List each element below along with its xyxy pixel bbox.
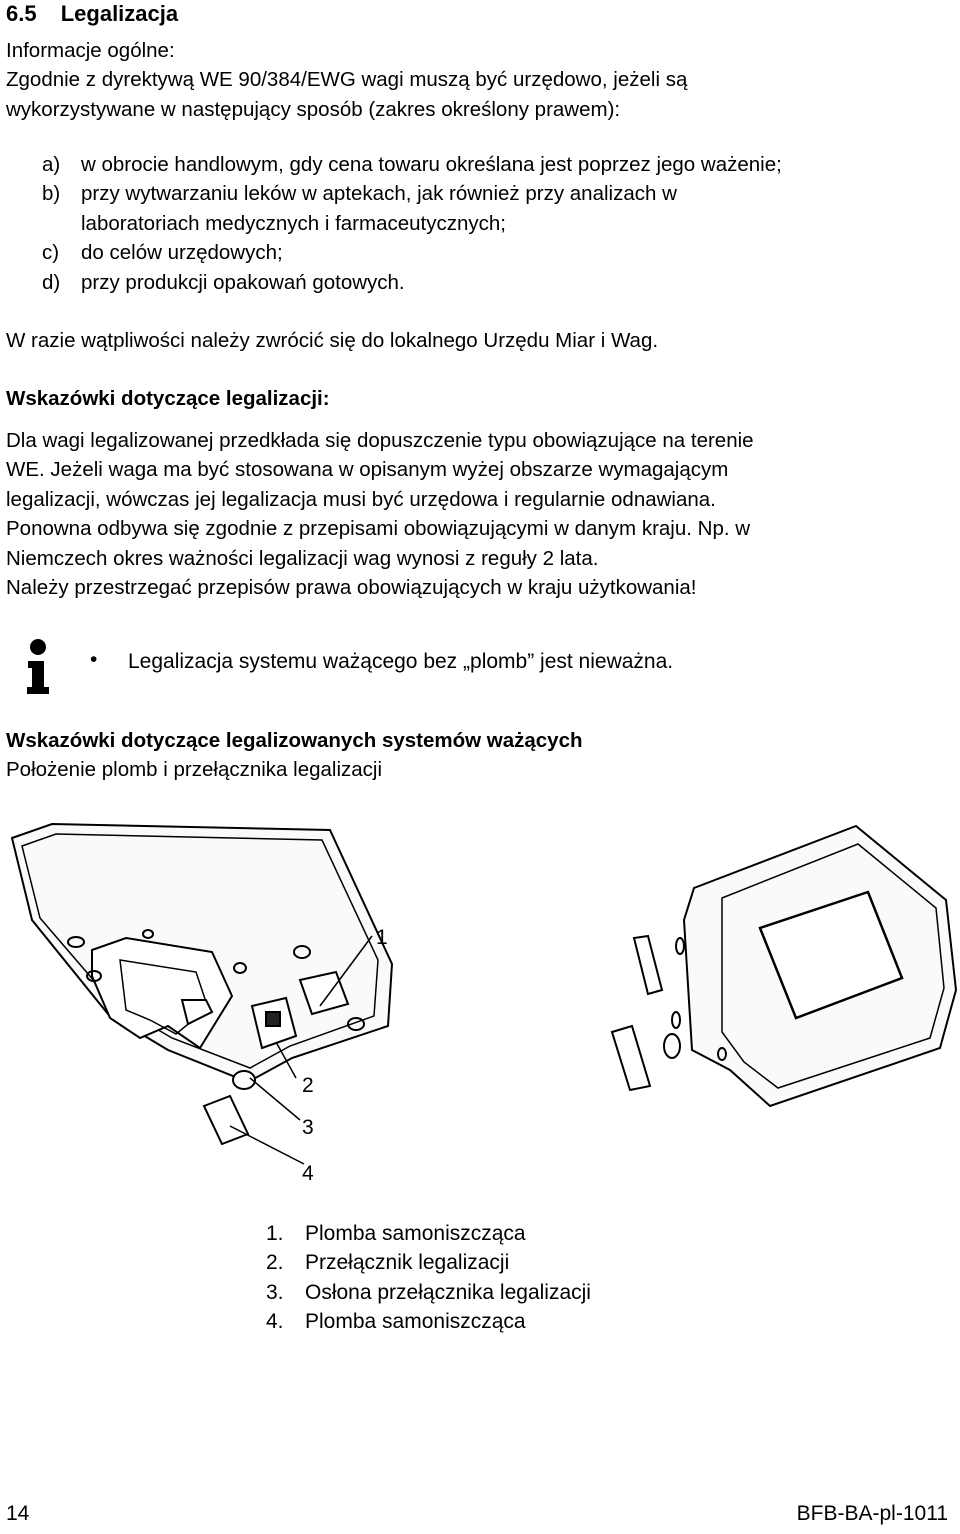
side-cover-seal-shape: [612, 1026, 650, 1090]
general-heading: Informacje ogólne:: [6, 39, 175, 62]
list-item: [42, 150, 952, 179]
intro-line-2: wykorzystywane w następujący sposób (zakres określony prawem):: [6, 97, 621, 121]
legend-item: [266, 1281, 866, 1310]
intro-line-1: Zgodnie z dyrektywą WE 90/384/EWG wagi muszą być urzędowo, jeżeli są: [6, 68, 688, 92]
list-item: [42, 238, 952, 267]
list-text: laboratoriach medycznych i farmaceutycznych;: [81, 211, 506, 235]
legend: [266, 1222, 866, 1339]
callout-4: 4: [302, 1162, 314, 1185]
section-heading: [6, 1, 178, 27]
usage-list: [42, 150, 952, 297]
list-label: c): [42, 241, 60, 265]
seal-sticker-shape: [204, 1096, 248, 1144]
legend-text: Plomba samoniszcząca: [305, 1222, 526, 1245]
list-label: a): [42, 153, 61, 176]
document-code: BFB-BA-pl-1011: [796, 1502, 948, 1525]
legend-number: 4.: [266, 1309, 284, 1333]
callout-2: 2: [302, 1074, 314, 1097]
list-label: b): [42, 182, 61, 206]
legend-text: Przełącznik legalizacji: [305, 1251, 510, 1275]
side-switch-cover-shape: [664, 1034, 680, 1058]
section-number: 6.5: [6, 1, 37, 26]
section-title: Legalizacja: [60, 1, 179, 26]
list-item: [42, 268, 952, 297]
legend-item: [266, 1222, 866, 1251]
guidelines-line: legalizacji, wówczas jej legalizacja musi być urzędowa i regularnie odnawiana.: [6, 487, 716, 511]
info-bullet: •: [90, 648, 98, 671]
list-label: d): [42, 270, 61, 294]
page-number: 14: [6, 1502, 30, 1525]
legend-number: 3.: [266, 1280, 284, 1304]
list-text: do celów urzędowych;: [81, 241, 283, 265]
side-seal-shape: [634, 936, 662, 994]
legend-item: [266, 1251, 866, 1280]
general-info: [6, 36, 951, 124]
list-item: [42, 179, 952, 238]
systems-subheading: Położenie plomb i przełącznika legalizacji: [6, 758, 383, 782]
guidelines-line: Niemczech okres ważności legalizacji wag wynosi z reguły 2 lata.: [6, 546, 599, 570]
guidelines-body: [6, 426, 951, 602]
list-text: przy produkcji opakowań gotowych.: [81, 270, 405, 294]
systems-block: [6, 726, 951, 785]
info-icon: [18, 636, 58, 696]
guidelines-line: Należy przestrzegać przepisów prawa obowiązujących w kraju użytkowania!: [6, 576, 697, 600]
list-text: przy wytwarzaniu leków w aptekach, jak również przy analizach w: [81, 182, 677, 206]
doubt-note: W razie wątpliwości należy zwrócić się do lokalnego Urzędu Miar i Wag.: [6, 329, 659, 352]
callout-3: 3: [302, 1116, 314, 1139]
systems-heading: Wskazówki dotyczące legalizowanych systemów ważących: [6, 729, 583, 752]
device-front-drawing: [672, 826, 956, 1106]
legend-number: 2.: [266, 1251, 284, 1275]
info-text: Legalizacja systemu ważącego bez „plomb” jest nieważna.: [128, 650, 674, 673]
legend-text: Osłona przełącznika legalizacji: [305, 1280, 591, 1304]
guidelines-heading: Wskazówki dotyczące legalizacji:: [6, 387, 330, 410]
list-text: w obrocie handlowym, gdy cena towaru określana jest poprzez jego ważenie;: [81, 153, 782, 176]
seal-figure: [0, 800, 960, 1200]
device-underside-drawing: [12, 824, 392, 1082]
legend-text: Plomba samoniszcząca: [305, 1309, 526, 1333]
legend-item: [266, 1310, 866, 1339]
callout-1: 1: [376, 926, 388, 949]
guidelines-line: Dla wagi legalizowanej przedkłada się dopuszczenie typu obowiązujące na terenie: [6, 429, 754, 452]
legend-number: 1.: [266, 1222, 284, 1245]
guidelines-line: Ponowna odbywa się zgodnie z przepisami obowiązującymi w danym kraju. Np. w: [6, 517, 751, 541]
guidelines-line: WE. Jeżeli waga ma być stosowana w opisanym wyżej obszarze wymagającym: [6, 458, 729, 482]
